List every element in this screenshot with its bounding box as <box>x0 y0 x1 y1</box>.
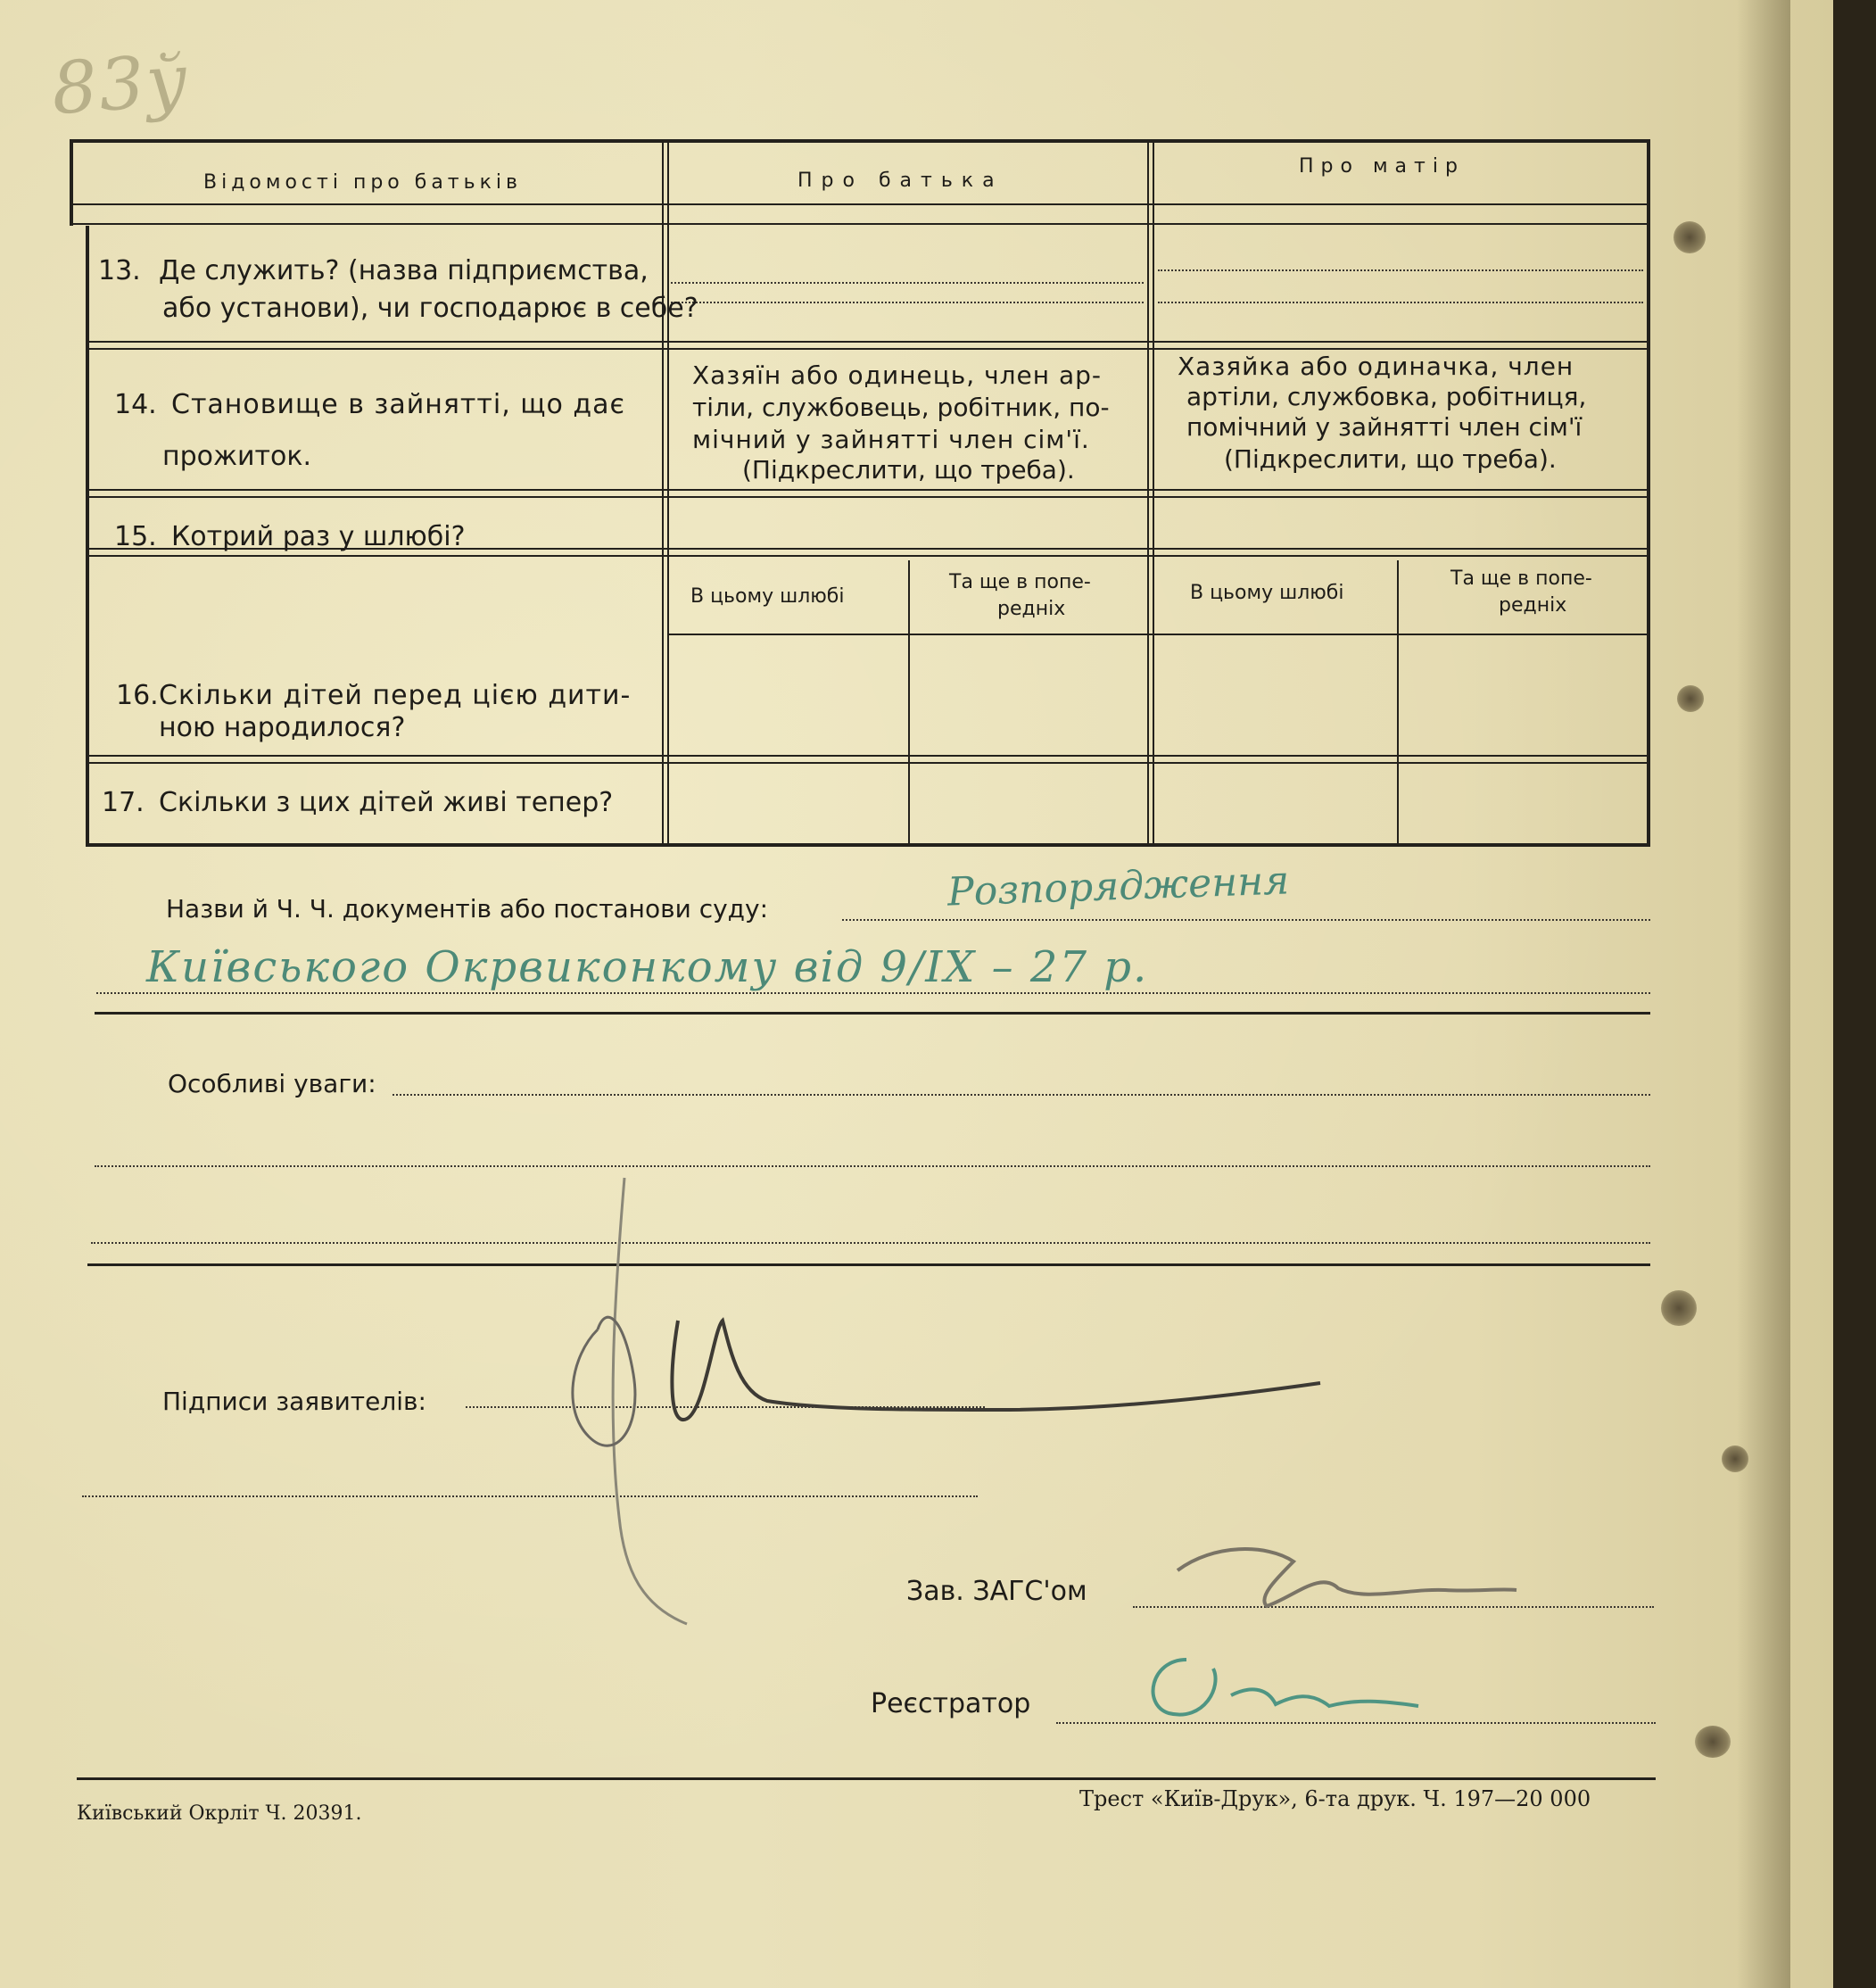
binding-hole <box>1695 1726 1731 1758</box>
row-17-label: Скільки з цих дітей живі тепер? <box>159 787 614 818</box>
row-13-label-1: Де служить? (назва підприємства, <box>159 255 649 286</box>
row-16-label-2: ною народилося? <box>159 712 406 743</box>
row-16-label-1: Скільки дітей перед цією дити- <box>159 680 632 711</box>
row-14-label-2: прожиток. <box>162 441 312 472</box>
sub-father-this-marriage: В цьому шлюбі <box>690 585 845 608</box>
registrar-signature <box>1133 1633 1454 1740</box>
page-edge-shadow <box>1737 0 1790 1988</box>
row-13-number: 13. <box>98 255 141 286</box>
header-parents-info: Відомості про батьків <box>203 171 522 194</box>
page-number: 83ў <box>48 37 193 131</box>
footer-left-imprint: Київський Окрліт Ч. 20391. <box>77 1802 362 1825</box>
sub-mother-this-marriage: В цьому шлюбі <box>1190 582 1344 604</box>
binding-hole <box>1674 221 1706 253</box>
sub-mother-previous-1: Та ще в попе- <box>1450 567 1592 590</box>
row-14-label-1: Становище в зайнятті, що дає <box>171 389 626 420</box>
documents-label: Назви й Ч. Ч. документів або постанови суду: <box>166 894 769 924</box>
row-14-mother-2: артіли, службовка, робітниця, <box>1186 382 1587 411</box>
head-signature <box>1160 1535 1534 1624</box>
binding-hole <box>1661 1290 1697 1326</box>
applicants-signature-label: Підписи заявителів: <box>162 1387 426 1416</box>
row-16-number: 16. <box>116 680 159 711</box>
header-father: Про батька <box>798 170 1004 192</box>
row-14-mother-4: (Підкреслити, що треба). <box>1224 444 1557 474</box>
row-15-label: Котрий раз у шлюбі? <box>171 521 466 552</box>
footer-right-imprint: Трест «Київ-Друк», 6-та друк. Ч. 197—20 000 <box>1079 1786 1591 1811</box>
row-14-mother-3: помічний у зайнятті член сім'ї <box>1186 412 1583 442</box>
sub-father-previous-2: редніх <box>997 598 1066 620</box>
sub-father-previous-1: Та ще в попе- <box>949 571 1091 593</box>
row-13-label-2: або установи), чи господарює в себе? <box>162 293 698 324</box>
remarks-label: Особливі уваги: <box>168 1069 376 1098</box>
row-14-father-4: (Підкреслити, що треба). <box>742 455 1075 485</box>
row-15-number: 15. <box>114 521 157 552</box>
header-mother: Про матір <box>1299 155 1465 178</box>
binding-hole <box>1677 685 1704 712</box>
row-14-father-2: тіли, службовець, робітник, по- <box>692 393 1110 422</box>
row-14-father-1: Хазяїн або одинець, член ар- <box>692 360 1103 390</box>
row-17-number: 17. <box>102 787 145 818</box>
sub-mother-previous-2: редніх <box>1499 594 1567 617</box>
binding-hole <box>1722 1445 1748 1472</box>
handwritten-document-name: Розпорядження <box>946 857 1291 915</box>
row-14-father-3: мічний у зайнятті член сім'ї. <box>692 425 1090 454</box>
head-of-registry-label: Зав. ЗАГС'ом <box>906 1576 1087 1607</box>
row-14-mother-1: Хазяйка або одиначка, член <box>1178 352 1574 381</box>
row-14-number: 14. <box>114 389 157 420</box>
handwritten-document-authority: Київського Окрвиконкому від 9/IX – 27 р. <box>146 942 1149 992</box>
registrar-label: Реєстратор <box>871 1688 1031 1719</box>
